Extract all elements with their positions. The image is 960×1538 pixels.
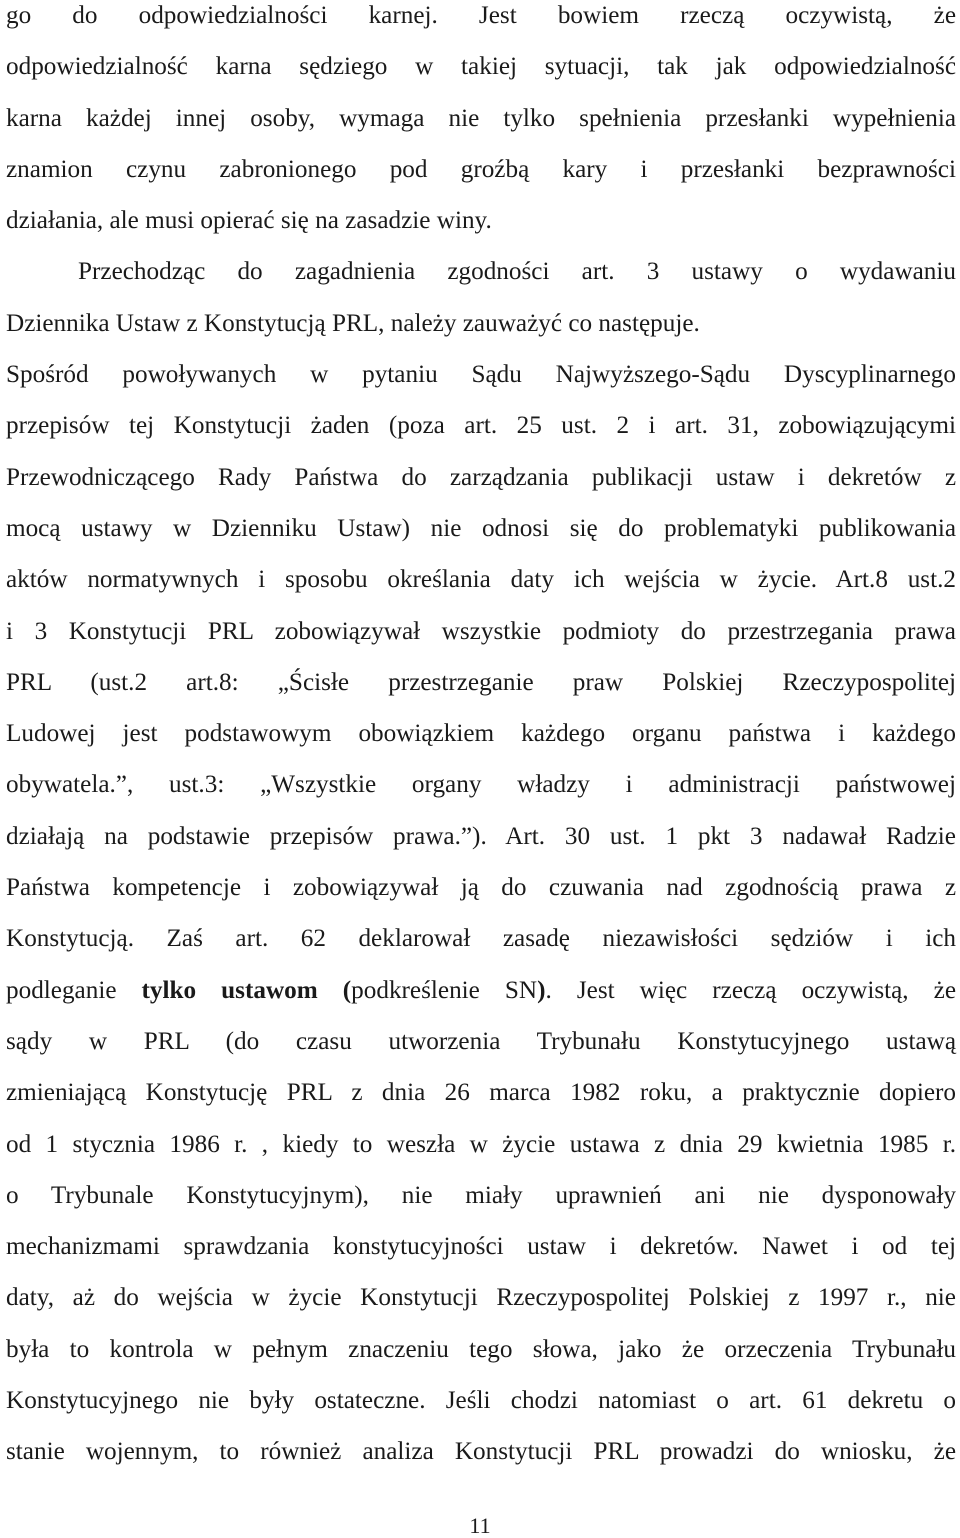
text-segment: Przechodząc do zagadnienia zgodności art. 3 ustawy o wydawaniu <box>78 258 956 286</box>
text-line <box>6 1119 956 1170</box>
text-segment: zmieniającą Konstytucję PRL z dnia 26 marca 1982 roku, a praktycznie dopiero <box>6 1079 956 1107</box>
text-line <box>6 554 956 605</box>
text-line <box>6 1324 956 1375</box>
text-segment: Państwa kompetencje i zobowiązywał ją do czuwania nad zgodnością prawa z <box>6 874 956 902</box>
text-segment: działają na podstawie przepisów prawa.”). Art. 30 ust. 1 pkt 3 nadawał Radzie <box>6 822 956 850</box>
text-segment: mocą ustawy w Dzienniku Ustaw) nie odnosi się do problematyki publikowania <box>6 514 956 542</box>
text-segment: działania, ale musi opierać się na zasadzie winy. <box>6 207 492 235</box>
text-line <box>6 93 956 144</box>
text-line <box>6 1221 956 1272</box>
text-line <box>6 400 956 451</box>
text-line <box>6 1426 956 1477</box>
text-segment: stanie wojennym, to również analiza Konstytucji PRL prowadzi do wniosku, że <box>6 1438 956 1466</box>
text-line <box>6 811 956 862</box>
text-line <box>6 759 956 810</box>
text-line <box>6 1375 956 1426</box>
text-segment: i 3 Konstytucji PRL zobowiązywał wszystkie podmioty do przestrzegania prawa <box>6 617 956 645</box>
text-line <box>6 606 956 657</box>
text-segment: Spośród powoływanych w pytaniu Sądu Najwyższego-Sądu Dyscyplinarnego <box>6 361 956 389</box>
text-line <box>6 349 956 400</box>
text-segment: PRL (ust.2 art.8: „Ścisłe przestrzeganie praw Polskiej Rzeczypospolitej <box>6 668 956 696</box>
text-line <box>6 0 956 41</box>
text-line <box>6 1170 956 1221</box>
body-text <box>6 0 956 1478</box>
text-segment: znamion czynu zabronionego pod groźbą kary i przesłanki bezprawności <box>6 155 956 183</box>
text-segment: przepisów tej Konstytucji żaden (poza art. 25 ust. 2 i art. 31, zobowiązującymi <box>6 412 956 440</box>
text-segment: od 1 stycznia 1986 r. , kiedy to weszła w życie ustawa z dnia 29 kwietnia 1985 r. <box>6 1130 956 1158</box>
text-segment: daty, aż do wejścia w życie Konstytucji Rzeczypospolitej Polskiej z 1997 r., nie <box>6 1284 956 1312</box>
text-line <box>6 298 956 349</box>
text-line <box>6 913 956 964</box>
text-line <box>6 1016 956 1067</box>
text-segment: podkreślenie SN <box>351 976 538 1004</box>
text-line <box>6 657 956 708</box>
bold-text-segment: tylko ustawom ( <box>141 976 352 1004</box>
text-line <box>6 1067 956 1118</box>
text-segment: karna każdej innej osoby, wymaga nie tylko spełnienia przesłanki wypełnienia <box>6 104 956 132</box>
text-line <box>6 41 956 92</box>
text-line <box>6 195 956 246</box>
text-segment: była to kontrola w pełnym znaczeniu tego słowa, jako że orzeczenia Trybunału <box>6 1335 956 1363</box>
text-line <box>6 965 956 1016</box>
text-segment: podleganie <box>6 976 142 1004</box>
text-segment: o Trybunale Konstytucyjnym), nie miały uprawnień ani nie dysponowały <box>6 1181 956 1209</box>
text-line <box>6 246 956 297</box>
text-segment: sądy w PRL (do czasu utworzenia Trybunału Konstytucyjnego ustawą <box>6 1027 956 1055</box>
text-segment: Dziennika Ustaw z Konstytucją PRL, należy zauważyć co następuje. <box>6 309 700 337</box>
text-line <box>6 862 956 913</box>
text-segment: . Jest więc rzeczą oczywistą, że <box>545 976 956 1004</box>
text-segment: go do odpowiedzialności karnej. Jest bowiem rzeczą oczywistą, że <box>6 2 956 29</box>
text-segment: Przewodniczącego Rady Państwa do zarządzania publikacji ustaw i dekretów z <box>6 463 956 491</box>
text-line <box>6 144 956 195</box>
bold-text-segment: ) <box>537 976 546 1004</box>
text-line <box>6 452 956 503</box>
page-number: 11 <box>469 1513 491 1538</box>
text-line <box>6 503 956 554</box>
text-segment: aktów normatywnych i sposobu określania daty ich wejścia w życie. Art.8 ust.2 <box>6 566 956 594</box>
text-segment: odpowiedzialność karna sędziego w takiej sytuacji, tak jak odpowiedzialność <box>6 53 956 81</box>
text-segment: obywatela.”, ust.3: „Wszystkie organy władzy i administracji państwowej <box>6 771 956 799</box>
text-segment: Konstytucją. Zaś art. 62 deklarował zasadę niezawisłości sędziów i ich <box>6 925 956 953</box>
text-segment: Konstytucyjnego nie były ostateczne. Jeśli chodzi natomiast o art. 61 dekretu o <box>6 1387 956 1415</box>
text-segment: mechanizmami sprawdzania konstytucyjności ustaw i dekretów. Nawet i od tej <box>6 1233 956 1261</box>
text-line <box>6 1272 956 1323</box>
text-segment: Ludowej jest podstawowym obowiązkiem każdego organu państwa i każdego <box>6 720 956 748</box>
text-line <box>6 708 956 759</box>
